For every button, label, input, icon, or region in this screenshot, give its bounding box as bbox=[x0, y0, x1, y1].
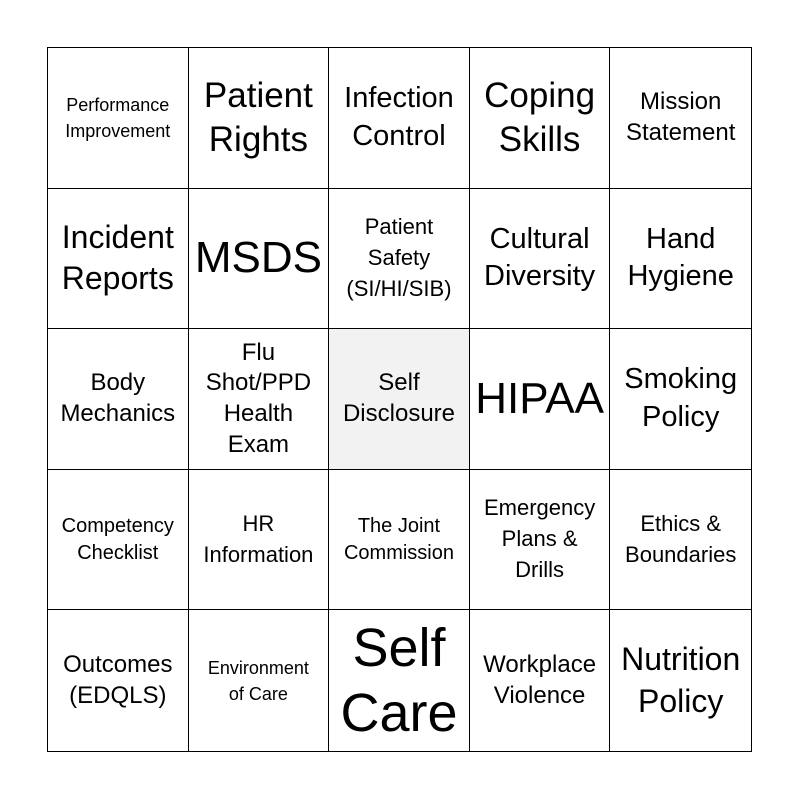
bingo-cell[interactable] bbox=[610, 48, 751, 189]
cell-label: Competency Checklist bbox=[61, 514, 174, 564]
bingo-cell[interactable] bbox=[48, 48, 189, 189]
bingo-cell[interactable] bbox=[470, 329, 611, 470]
cell-label: Hand Hygiene bbox=[627, 222, 734, 293]
bingo-cell[interactable] bbox=[189, 610, 330, 751]
cell-label: Patient Safety (SI/HI/SIB) bbox=[346, 214, 452, 301]
bingo-cell[interactable] bbox=[610, 610, 751, 751]
bingo-board bbox=[47, 47, 752, 752]
bingo-cell[interactable] bbox=[470, 610, 611, 751]
cell-label: Smoking Policy bbox=[624, 363, 738, 433]
bingo-cell[interactable] bbox=[470, 470, 611, 611]
cell-label: Environment of Care bbox=[207, 657, 309, 704]
bingo-cell[interactable] bbox=[48, 329, 189, 470]
cell-label: Infection Control bbox=[344, 82, 454, 152]
bingo-cell[interactable] bbox=[470, 189, 611, 330]
bingo-cell[interactable] bbox=[189, 329, 330, 470]
bingo-cell[interactable] bbox=[329, 610, 470, 751]
bingo-cell[interactable] bbox=[48, 189, 189, 330]
cell-label: HR Information bbox=[203, 510, 314, 567]
cell-label: The Joint Commission bbox=[343, 514, 454, 564]
cell-label: Mission Statement bbox=[625, 88, 736, 146]
cell-label: Workplace Violence bbox=[483, 650, 597, 709]
cell-label: HIPAA bbox=[475, 373, 604, 423]
bingo-cell[interactable] bbox=[329, 189, 470, 330]
cell-label: Self Disclosure bbox=[342, 369, 455, 427]
bingo-cell[interactable] bbox=[470, 48, 611, 189]
cell-label: Coping Skills bbox=[484, 76, 596, 159]
bingo-cell[interactable] bbox=[610, 189, 751, 330]
bingo-cell[interactable] bbox=[48, 470, 189, 611]
bingo-cell[interactable] bbox=[329, 48, 470, 189]
cell-label: MSDS bbox=[194, 232, 322, 282]
bingo-cell[interactable] bbox=[610, 329, 751, 470]
cell-label: Ethics & Boundaries bbox=[625, 510, 737, 567]
bingo-cell[interactable] bbox=[48, 610, 189, 751]
cell-label: Body Mechanics bbox=[60, 369, 176, 427]
cell-label: Patient Rights bbox=[203, 76, 313, 159]
cell-label: Self Care bbox=[340, 617, 458, 743]
cell-label: Performance Improvement bbox=[65, 94, 171, 141]
cell-label: Emergency Plans & Drills bbox=[483, 495, 596, 582]
bingo-cell[interactable] bbox=[189, 470, 330, 611]
free-space-cell[interactable] bbox=[329, 329, 470, 470]
bingo-cell[interactable] bbox=[189, 48, 330, 189]
cell-label: Nutrition Policy bbox=[621, 641, 741, 719]
bingo-cell[interactable] bbox=[610, 470, 751, 611]
cell-label: Outcomes (EDQLS) bbox=[63, 650, 173, 709]
bingo-cell[interactable] bbox=[189, 189, 330, 330]
cell-label: Cultural Diversity bbox=[484, 222, 596, 293]
cell-label: Flu Shot/PPD Health Exam bbox=[205, 338, 312, 458]
cell-label: Incident Reports bbox=[61, 218, 174, 297]
bingo-cell[interactable] bbox=[329, 470, 470, 611]
